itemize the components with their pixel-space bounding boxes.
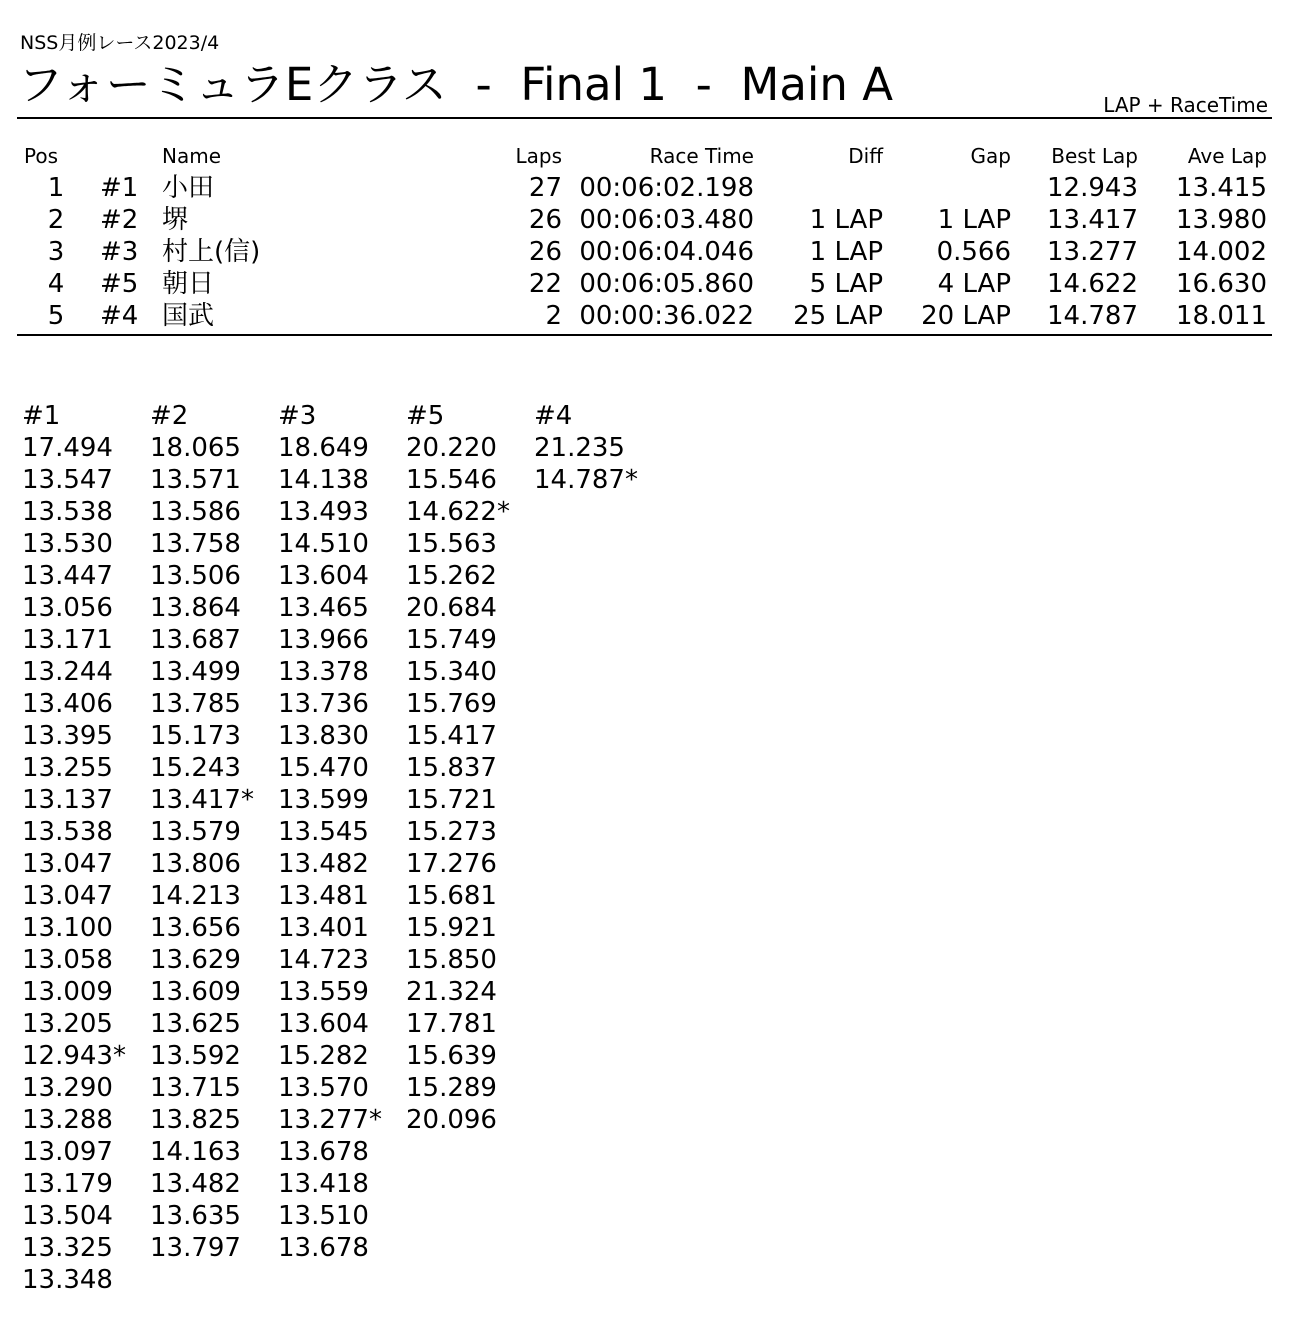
diff-cell: 1 LAP [809, 205, 883, 235]
lap-time: 13.406 [22, 689, 113, 719]
lap-time: 17.494 [22, 433, 113, 463]
lap-column-car-number: #5 [406, 401, 445, 431]
event-name: NSS月例レース2023/4 [20, 32, 220, 54]
lap-time: 14.138 [278, 465, 369, 495]
lap-time: 15.850 [406, 945, 497, 975]
lap-column-car-number: #2 [150, 401, 189, 431]
lap-time: 15.417 [406, 721, 497, 751]
race-time-cell: 00:06:04.046 [579, 237, 754, 267]
ave-lap-cell: 16.630 [1176, 269, 1267, 299]
lap-time: 13.482 [278, 849, 369, 879]
lap-time: 15.769 [406, 689, 497, 719]
lap-time: 13.504 [22, 1201, 113, 1231]
lap-time: 18.649 [278, 433, 369, 463]
lap-time: 13.678 [278, 1233, 369, 1263]
col-header-pos: Pos [24, 144, 59, 168]
lap-time: 13.864 [150, 593, 241, 623]
lap-time: 20.684 [406, 593, 497, 623]
results-header-row [0, 140, 1302, 172]
best-lap-cell: 12.943 [1047, 173, 1138, 203]
lap-time: 13.559 [278, 977, 369, 1007]
lap-time: 21.324 [406, 977, 497, 1007]
lap-time: 15.749 [406, 625, 497, 655]
lap-time: 13.058 [22, 945, 113, 975]
col-header-race-time: Race Time [649, 144, 754, 168]
driver-name-cell: 堺 [162, 205, 189, 235]
table-row [0, 300, 1302, 332]
col-header-diff: Diff [848, 144, 883, 168]
lap-time: 13.538 [22, 817, 113, 847]
lap-time: 13.604 [278, 1009, 369, 1039]
lap-time: 15.173 [150, 721, 241, 751]
diff-cell: 5 LAP [809, 269, 883, 299]
diff-cell: 25 LAP [793, 301, 883, 331]
lap-time: 13.506 [150, 561, 241, 591]
gap-cell: 20 LAP [921, 301, 1011, 331]
lap-time: 20.096 [406, 1105, 497, 1135]
lap-time: 15.921 [406, 913, 497, 943]
lap-time: 15.243 [150, 753, 241, 783]
lap-time: 15.721 [406, 785, 497, 815]
lap-time: 13.785 [150, 689, 241, 719]
lap-time: 17.276 [406, 849, 497, 879]
pos-cell: 1 [47, 173, 65, 203]
lap-time: 14.213 [150, 881, 241, 911]
page-title: フォーミュラEクラス - Final 1 - Main A [18, 58, 894, 111]
lap-time: 13.530 [22, 529, 113, 559]
lap-column [278, 400, 403, 1264]
gap-cell: 4 LAP [937, 269, 1011, 299]
lap-time: 13.100 [22, 913, 113, 943]
table-row [0, 204, 1302, 236]
gap-cell: 0.566 [936, 237, 1011, 267]
driver-name-cell: 村上(信) [162, 237, 261, 267]
lap-time: 13.395 [22, 721, 113, 751]
lap-column [534, 400, 659, 496]
col-header-gap: Gap [970, 144, 1011, 168]
lap-time: 13.635 [150, 1201, 241, 1231]
top-divider [17, 117, 1272, 119]
col-header-ave-lap: Ave Lap [1187, 144, 1267, 168]
lap-time: 13.047 [22, 849, 113, 879]
lap-time: 18.065 [150, 433, 241, 463]
car-number-cell: #1 [100, 173, 139, 203]
lap-time: 15.837 [406, 753, 497, 783]
ave-lap-cell: 13.980 [1176, 205, 1267, 235]
lap-time: 13.255 [22, 753, 113, 783]
results-table [0, 140, 1302, 332]
col-header-laps: Laps [515, 144, 562, 168]
race-time-cell: 00:06:05.860 [579, 269, 754, 299]
table-row [0, 268, 1302, 300]
laps-cell: 26 [528, 237, 562, 267]
lap-time: 13.418 [278, 1169, 369, 1199]
ave-lap-cell: 14.002 [1176, 237, 1267, 267]
lap-time: 13.348 [22, 1265, 113, 1295]
laps-cell: 2 [545, 301, 562, 331]
lap-time: 13.687 [150, 625, 241, 655]
bottom-divider [17, 334, 1272, 336]
lap-time: 13.179 [22, 1169, 113, 1199]
lap-time: 13.493 [278, 497, 369, 527]
laps-cell: 22 [528, 269, 562, 299]
pos-cell: 5 [47, 301, 65, 331]
lap-time: 13.678 [278, 1137, 369, 1167]
lap-column-car-number: #4 [534, 401, 573, 431]
ave-lap-cell: 18.011 [1176, 301, 1267, 331]
col-header-best-lap: Best Lap [1051, 144, 1138, 168]
lap-time: 13.609 [150, 977, 241, 1007]
car-number-cell: #4 [100, 301, 139, 331]
table-row [0, 236, 1302, 268]
lap-time: 13.465 [278, 593, 369, 623]
lap-time: 13.401 [278, 913, 369, 943]
lap-time: 13.966 [278, 625, 369, 655]
lap-time: 12.943* [22, 1041, 126, 1071]
lap-time: 13.715 [150, 1073, 241, 1103]
lap-time: 17.781 [406, 1009, 497, 1039]
lap-time: 13.797 [150, 1233, 241, 1263]
lap-time: 13.447 [22, 561, 113, 591]
lap-time: 14.622* [406, 497, 510, 527]
lap-time: 15.681 [406, 881, 497, 911]
lap-time: 13.579 [150, 817, 241, 847]
car-number-cell: #5 [100, 269, 139, 299]
report-mode: LAP + RaceTime [1103, 93, 1268, 117]
lap-time: 13.570 [278, 1073, 369, 1103]
lap-column [22, 400, 147, 1296]
lap-column-car-number: #3 [278, 401, 317, 431]
lap-time: 13.325 [22, 1233, 113, 1263]
best-lap-cell: 13.277 [1047, 237, 1138, 267]
lap-time: 13.290 [22, 1073, 113, 1103]
lap-time: 13.830 [278, 721, 369, 751]
lap-column [406, 400, 531, 1136]
lap-time: 13.244 [22, 657, 113, 687]
lap-column-car-number: #1 [22, 401, 61, 431]
best-lap-cell: 14.787 [1047, 301, 1138, 331]
lap-time: 13.056 [22, 593, 113, 623]
lap-time: 13.499 [150, 657, 241, 687]
driver-name-cell: 小田 [162, 173, 215, 203]
lap-time: 13.625 [150, 1009, 241, 1039]
lap-time: 13.510 [278, 1201, 369, 1231]
lap-time: 13.604 [278, 561, 369, 591]
pos-cell: 2 [47, 205, 65, 235]
car-number-cell: #2 [100, 205, 139, 235]
lap-time: 13.481 [278, 881, 369, 911]
lap-time: 13.571 [150, 465, 241, 495]
race-time-cell: 00:06:03.480 [579, 205, 754, 235]
lap-time: 13.288 [22, 1105, 113, 1135]
lap-time: 14.163 [150, 1137, 241, 1167]
lap-time: 15.273 [406, 817, 497, 847]
race-time-cell: 00:06:02.198 [579, 173, 754, 203]
lap-time: 13.205 [22, 1009, 113, 1039]
lap-time: 15.289 [406, 1073, 497, 1103]
lap-time: 13.586 [150, 497, 241, 527]
lap-time: 13.592 [150, 1041, 241, 1071]
diff-cell: 1 LAP [809, 237, 883, 267]
lap-time: 15.563 [406, 529, 497, 559]
lap-time: 15.340 [406, 657, 497, 687]
lap-time: 13.378 [278, 657, 369, 687]
lap-time: 13.097 [22, 1137, 113, 1167]
lap-time: 13.656 [150, 913, 241, 943]
lap-time: 13.736 [278, 689, 369, 719]
lap-time: 13.482 [150, 1169, 241, 1199]
lap-time: 15.546 [406, 465, 497, 495]
lap-time: 13.545 [278, 817, 369, 847]
lap-time: 14.787* [534, 465, 638, 495]
lap-time: 15.262 [406, 561, 497, 591]
lap-time: 13.629 [150, 945, 241, 975]
race-time-cell: 00:00:36.022 [579, 301, 754, 331]
ave-lap-cell: 13.415 [1176, 173, 1267, 203]
lap-time: 13.277* [278, 1105, 382, 1135]
lap-time: 20.220 [406, 433, 497, 463]
lap-time: 13.547 [22, 465, 113, 495]
lap-time: 13.047 [22, 881, 113, 911]
pos-cell: 3 [47, 237, 65, 267]
lap-time: 13.171 [22, 625, 113, 655]
driver-name-cell: 国武 [162, 301, 215, 331]
lap-time: 13.599 [278, 785, 369, 815]
laps-cell: 26 [528, 205, 562, 235]
driver-name-cell: 朝日 [162, 269, 215, 299]
laps-cell: 27 [528, 173, 562, 203]
lap-time: 15.282 [278, 1041, 369, 1071]
lap-time: 13.538 [22, 497, 113, 527]
best-lap-cell: 13.417 [1047, 205, 1138, 235]
lap-time: 13.009 [22, 977, 113, 1007]
lap-time: 14.723 [278, 945, 369, 975]
best-lap-cell: 14.622 [1047, 269, 1138, 299]
lap-column [150, 400, 275, 1264]
lap-time: 14.510 [278, 529, 369, 559]
pos-cell: 4 [47, 269, 65, 299]
lap-time: 13.806 [150, 849, 241, 879]
lap-time: 13.417* [150, 785, 254, 815]
lap-time: 21.235 [534, 433, 625, 463]
table-row [0, 172, 1302, 204]
lap-time: 13.137 [22, 785, 113, 815]
lap-time: 15.470 [278, 753, 369, 783]
car-number-cell: #3 [100, 237, 139, 267]
col-header-name: Name [162, 144, 222, 168]
gap-cell: 1 LAP [937, 205, 1011, 235]
lap-time: 15.639 [406, 1041, 497, 1071]
lap-time: 13.825 [150, 1105, 241, 1135]
lap-time: 13.758 [150, 529, 241, 559]
